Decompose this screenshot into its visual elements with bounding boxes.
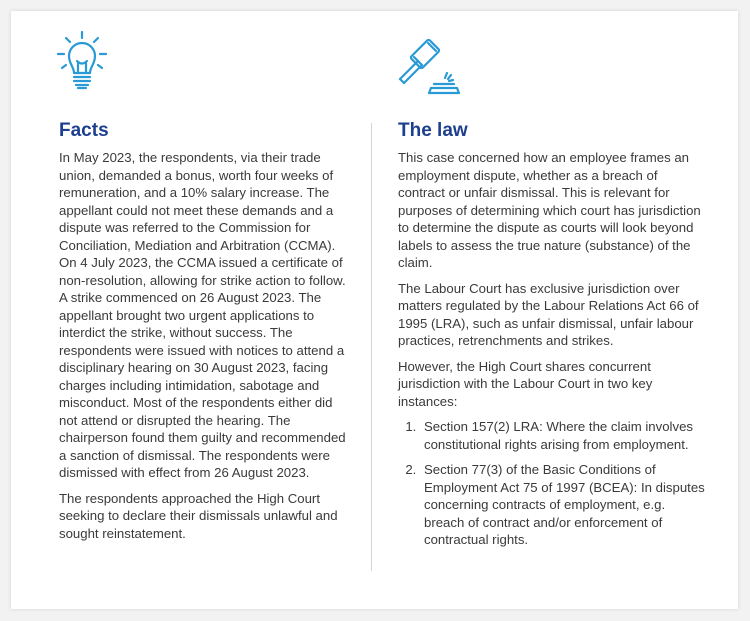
- gavel-icon: [395, 33, 465, 95]
- law-heading: The law: [398, 120, 468, 141]
- column-divider: [371, 123, 372, 571]
- content-card: [11, 11, 738, 609]
- law-paragraph: This case concerned how an employee frames an employment dispute, whether as a breach of contract or unfair dismissal. This is relevant for purposes of determining which court has jurisdiction to determine the dispute as courts will look beyond labels to assess the true nature (substance) of the claim.: [398, 150, 701, 270]
- facts-paragraph: The respondents approached the High Court seeking to declare their dismissals unlawful and sought reinstatement.: [59, 490, 338, 541]
- law-paragraph: However, the High Court shares concurrent jurisdiction with the Labour Court in two key instances:: [398, 358, 653, 409]
- facts-paragraph: In May 2023, the respondents, via their trade union, demanded a bonus, worth four weeks of remuneration, and a 10% salary increase. The appellant could not meet these demands and a dispute was referred to the Commission for Conciliation, Mediation and Arbitration (CCMA). On 4 July 2023, the CCMA issued a certificate of non-resolution, allowing for strike action to follow. A strike commenced on 26 August 2023. The appellant brought two urgent applications to interdict the strike, without success. The respondents were issued with notices to attend a disciplinary hearing on 30 August 2023, facing charges including intimidation, sabotage and misconduct. Most of the respondents either did not attend or disrupted the hearing. The chairperson found them guilty and recommended a sanction of dismissal. The respondents were dismissed with effect from 26 August 2023.: [59, 150, 346, 480]
- facts-body: [59, 149, 353, 550]
- law-paragraph: The Labour Court has exclusive jurisdiction over matters regulated by the Labour Relations Act 66 of 1995 (LRA), such as unfair dismissal, unfair labour practices, retrenchments and strikes.: [398, 280, 699, 348]
- facts-heading: Facts: [59, 120, 109, 141]
- law-body: [398, 149, 708, 557]
- list-item: 1. Section 157(2) LRA: Where the claim involves constitutional rights arising from employment.: [420, 418, 708, 453]
- lightbulb-icon: [53, 29, 111, 91]
- list-item: 2. Section 77(3) of the Basic Conditions of Employment Act 75 of 1997 (BCEA): In disputes concerning contracts of employment, e.g. breach of contract and/or enforcement of contractual rights.: [420, 461, 708, 549]
- law-list: [398, 418, 708, 549]
